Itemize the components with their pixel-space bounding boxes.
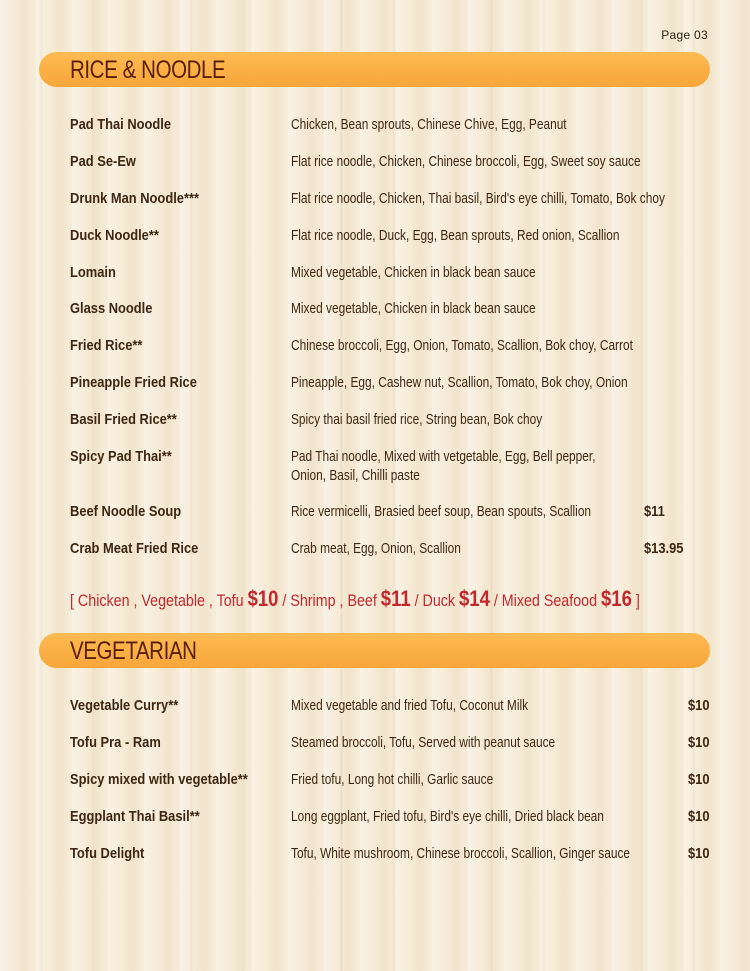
dish-name: Basil Fried Rice** [70,411,177,428]
dish-price: $10 [688,808,710,825]
dish-description: Pineapple, Egg, Cashew nut, Scallion, Tomato, Bok choy, Onion [291,375,628,391]
dish-description: Mixed vegetable, Chicken in black bean sauce [291,265,536,281]
dish-description: Rice vermicelli, Brasied beef soup, Bean spouts, Scallion [291,504,592,520]
dish-price: $10 [688,734,710,751]
dish-description: Spicy thai basil fried rice, String bean, Bok choy [291,412,543,428]
protein-text: / Shrimp , Beef [278,591,381,610]
protein-text: [ Chicken , Vegetable , Tofu [70,591,248,610]
dish-name: Drunk Man Noodle*** [70,190,200,207]
dish-name: Tofu Delight [70,845,145,862]
dish-description: Flat rice noodle, Chicken, Chinese broccoli, Egg, Sweet soy sauce [291,154,641,170]
dish-name: Crab Meat Fried Rice [70,540,199,557]
section-header-rice-noodle [39,52,710,87]
dish-description: Chicken, Bean sprouts, Chinese Chive, Egg, Peanut [291,117,567,133]
dish-description: Tofu, White mushroom, Chinese broccoli, Scallion, Ginger sauce [291,846,631,862]
section-title: RICE & NOODLE [70,56,226,84]
protein-price: $16 [601,586,632,611]
dish-description: Mixed vegetable and fried Tofu, Coconut Milk [291,698,529,714]
dish-description: Flat rice noodle, Duck, Egg, Bean sprouts, Red onion, Scallion [291,228,620,244]
dish-price: $11 [644,503,665,520]
dish-name: Spicy Pad Thai** [70,448,172,465]
section-header-vegetarian [39,633,710,668]
dish-price: $10 [688,845,710,862]
dish-description: Fried tofu, Long hot chilli, Garlic sauce [291,772,494,788]
page-number: Page 03 [661,28,708,42]
dish-description: Pad Thai noodle, Mixed with vetgetable, Egg, Bell pepper, [291,449,596,465]
dish-name: Beef Noodle Soup [70,503,182,520]
dish-description: Crab meat, Egg, Onion, Scallion [291,541,461,557]
dish-description: Chinese broccoli, Egg, Onion, Tomato, Scallion, Bok choy, Carrot [291,338,633,354]
dish-name: Eggplant Thai Basil** [70,808,200,825]
protein-options [70,586,640,612]
dish-price: $10 [688,771,710,788]
dish-name: Fried Rice** [70,337,143,354]
dish-name: Tofu Pra - Ram [70,734,161,751]
dish-description: Mixed vegetable, Chicken in black bean sauce [291,301,536,317]
dish-name: Pad Thai Noodle [70,116,172,133]
protein-price: $10 [247,586,279,611]
dish-name: Pineapple Fried Rice [70,374,197,391]
dish-name: Glass Noodle [70,300,153,317]
dish-description: Steamed broccoli, Tofu, Served with peanut sauce [291,735,556,751]
dish-description: Long eggplant, Fried tofu, Bird's eye chilli, Dried black bean [291,809,604,825]
dish-name: Pad Se-Ew [70,153,136,170]
dish-name: Spicy mixed with vegetable** [70,771,248,788]
dish-name: Vegetable Curry** [70,697,179,714]
dish-description-line-2: Onion, Basil, Chilli paste [291,468,420,484]
dish-name: Lomain [70,264,116,281]
protein-text: ] [631,591,640,610]
protein-price: $14 [459,586,490,611]
section-title: VEGETARIAN [70,637,197,665]
dish-price: $13.95 [644,540,684,557]
dish-price: $10 [688,697,710,714]
protein-text: / Mixed Seafood [489,591,602,610]
dish-description: Flat rice noodle, Chicken, Thai basil, Bird's eye chilli, Tomato, Bok choy [291,191,665,207]
dish-name: Duck Noodle** [70,227,159,244]
protein-text: / Duck [410,591,460,610]
protein-price: $11 [380,586,411,611]
